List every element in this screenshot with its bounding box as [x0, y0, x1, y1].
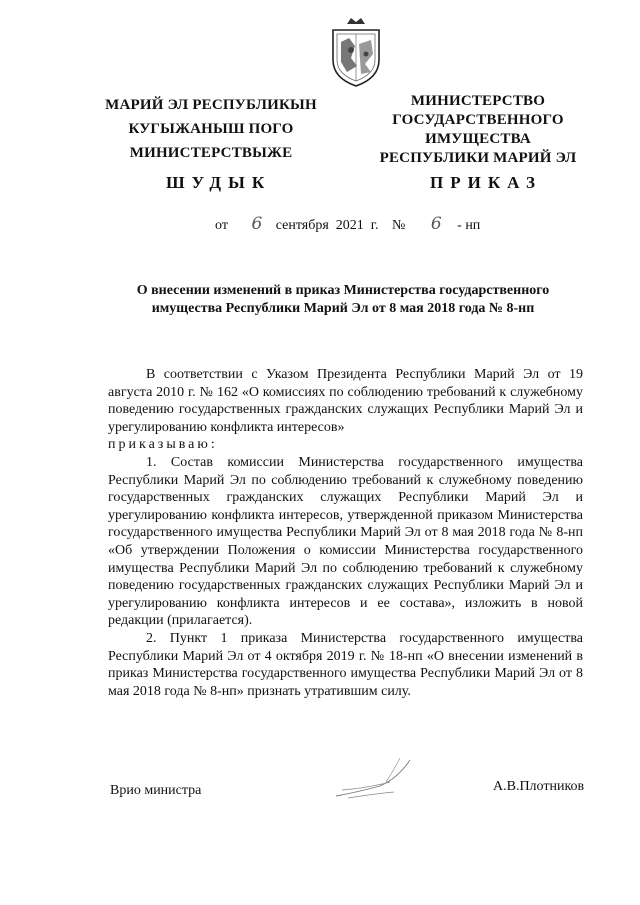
- body-item-2: 2. Пункт 1 приказа Министерства государственного имущества Республики Марий Эл от 4 октября 2019 г. № 18-нп «О внесении изменений в приказ Министерства государственного имущества Республики Марий Эл от 8 мая 2018 года № 8-нп» признать утратившим силу.: [108, 630, 583, 699]
- header-left-line: МАРИЙ ЭЛ РЕСПУБЛИКЫН: [105, 97, 317, 113]
- header-left-line: МИНИСТЕРСТВЫЖЕ: [129, 145, 293, 161]
- signatory-name: А.В.Плотников: [493, 779, 585, 794]
- order-body: [108, 366, 583, 700]
- handwritten-number: 6: [430, 214, 442, 234]
- handwritten-day: 6: [251, 214, 263, 234]
- date-prefix: от: [215, 218, 228, 233]
- number-suffix: - нп: [457, 218, 481, 233]
- header-right-line: РЕСПУБЛИКИ МАРИЙ ЭЛ: [379, 150, 577, 166]
- body-item-1: 1. Состав комиссии Министерства государственного имущества Республики Марий Эл по соблюдению требований к служебному поведению государственных гражданских служащих Республики Марий Эл и урегулированию конфликта интересов, утвержденной приказом Министерства государственного имущества Республики Марий Эл от 8 мая 2018 года № 8-нп «Об утверждении Положения о комиссии Министерства государственного имущества Республики Марий Эл по соблюдению требований к служебному поведению государственных гражданских служащих Республики Марий Эл и урегулированию конфликта интересов и ее состава», изложить в новой редакции (прилагается).: [108, 454, 583, 629]
- coat-of-arms-emblem: [327, 14, 385, 88]
- body-intro: В соответствии с Указом Президента Республики Марий Эл от 19 августа 2010 г. № 162 «О комиссиях по соблюдению требований к служебному поведению государственных гражданских служащих Республики Марий Эл и урегулированию конфликта интересов»: [108, 367, 583, 435]
- header-right-line: МИНИСТЕРСТВО: [410, 93, 546, 109]
- body-order-word: приказываю:: [108, 437, 218, 453]
- date-month-year: сентября 2021 г.: [275, 218, 379, 233]
- header-russian-title: [368, 92, 588, 168]
- order-subject: О внесении изменений в приказ Министерства государственного имущества Республики Марий Эл от 8 мая 2018 года № 8-нп: [136, 283, 550, 316]
- header-right-line: ГОСУДАРСТВЕННОГО: [392, 112, 564, 128]
- handwritten-signature: [328, 752, 428, 802]
- order-word-mari: ШУДЫК: [166, 173, 272, 192]
- header-right-line: ИМУЩЕСТВА: [425, 131, 531, 147]
- header-left-line: КУГЫЖАНЫШ ПОГО: [128, 121, 294, 137]
- header-mari-title: [96, 96, 326, 168]
- order-word-russian: ПРИКАЗ: [430, 173, 542, 192]
- number-sign: №: [391, 218, 406, 233]
- signatory-title: Врио министра: [110, 783, 202, 798]
- order-date-number-line: [215, 214, 480, 234]
